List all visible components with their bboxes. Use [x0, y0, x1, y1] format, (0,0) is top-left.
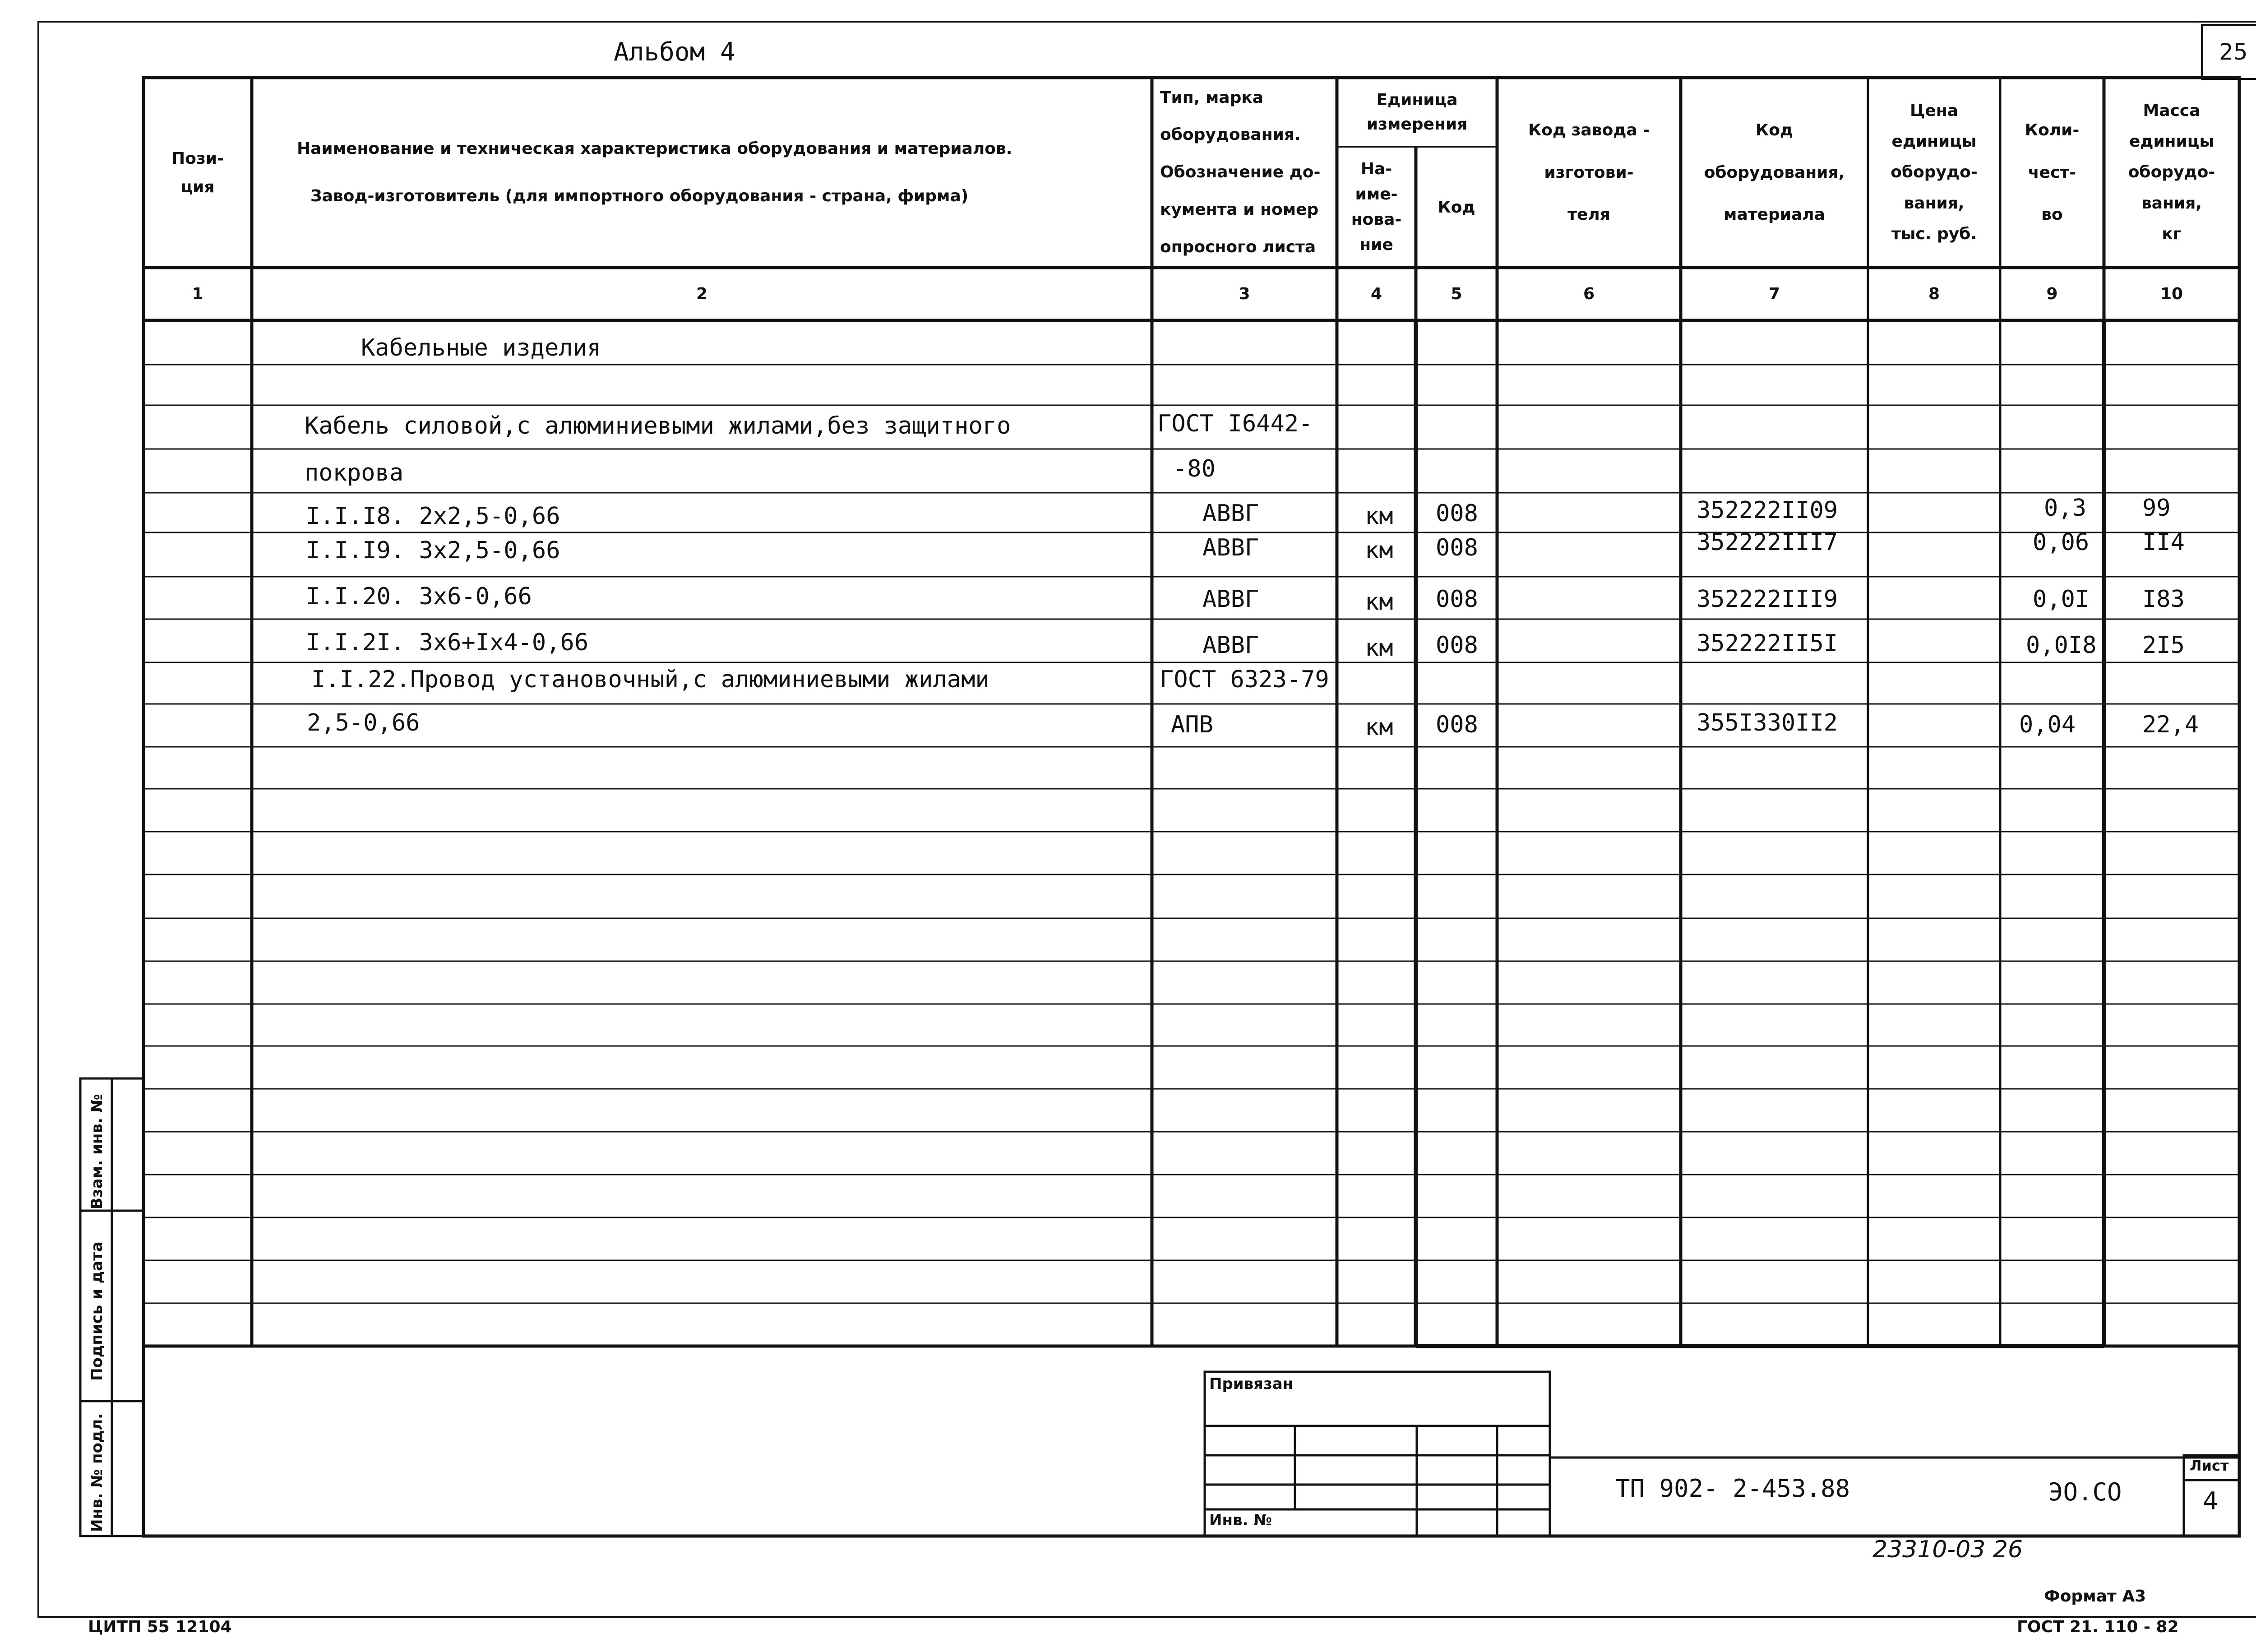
table-row-code: 008 [1436, 586, 1478, 613]
col-number-8: 8 [1928, 285, 1940, 303]
header-factory-code: Код завода - изготови- теля [1528, 121, 1650, 224]
wire-gost: ГОСТ 6323-79 [1160, 666, 1329, 693]
side-label-inv: Инв. № подл. [88, 1413, 106, 1532]
table-row-unit: км [1365, 588, 1393, 615]
handwritten-number: 23310-03 26 [1872, 1536, 2023, 1563]
table-row-qty: 0,0I8 [2026, 632, 2097, 659]
header-position: Пози- ция [171, 149, 224, 196]
privyazan-label: Привязан [1209, 1375, 1294, 1393]
table-row-type: АПВ [1171, 711, 1213, 738]
table-row-unit: км [1365, 634, 1393, 662]
col-number-9: 9 [2046, 285, 2058, 303]
table-row-code: 008 [1436, 534, 1478, 561]
section-code: ЭО.СО [2048, 1478, 2122, 1506]
col-number-7: 7 [1768, 285, 1780, 303]
table-row-material-code: 352222II09 [1697, 497, 1838, 524]
wire-title: I.I.22.Провод установочный,с алюминиевыми жилами [311, 666, 989, 693]
cable-title-line2: покрова [305, 459, 404, 486]
sheet-label: Лист [2190, 1457, 2229, 1474]
col-number-2: 2 [696, 285, 708, 303]
table-row-mass: 2I5 [2142, 632, 2185, 659]
col-number-6: 6 [1583, 285, 1595, 303]
header-unit-group: Единица измерения [1366, 90, 1468, 134]
table-row-name: I.I.I8. 2x2,5-0,66 [306, 503, 560, 530]
table-row-unit: км [1365, 714, 1393, 741]
table-row-name: I.I.2I. 3x6+Ix4-0,66 [306, 629, 589, 656]
header-mass: Масса единицы оборудо- вания, кг [2128, 101, 2215, 244]
table-row-code: 008 [1436, 500, 1478, 527]
table-row-mass: I83 [2142, 586, 2185, 613]
table-row-qty: 0,06 [2033, 529, 2090, 556]
table-row-mass: 22,4 [2142, 711, 2199, 738]
col-number-4: 4 [1370, 285, 1382, 303]
header-name: Наименование и техническая характеристика оборудования и материалов. Завод-изготовитель (для импортного оборудования - страна, фирма) [297, 139, 1012, 205]
side-label-vzam: Взам. инв. № [88, 1094, 106, 1209]
page-number: 25 [2219, 39, 2248, 65]
header-type: Тип, марка оборудования. Обозначение до- кумента и номер опросного листа [1160, 88, 1321, 256]
header-material-code: Код оборудования, материала [1704, 121, 1845, 224]
header-unit-code: Код [1438, 198, 1475, 217]
table-row-material-code: 352222III9 [1697, 586, 1838, 613]
table-row-qty: 0,0I [2033, 586, 2090, 613]
sheet-number: 4 [2203, 1487, 2219, 1515]
table-row-type: АВВГ [1202, 534, 1259, 561]
header-quantity: Коли- чест- во [2025, 121, 2080, 224]
table-row-qty: 0,3 [2044, 495, 2086, 522]
table-row-name: 2,5-0,66 [307, 709, 420, 736]
section-title: Кабельные изделия [361, 334, 601, 361]
table-row-qty: 0,04 [2019, 711, 2076, 738]
table-row-mass: 99 [2142, 495, 2171, 522]
table-row-material-code: 352222III7 [1697, 529, 1838, 556]
table-row-unit: км [1365, 503, 1393, 530]
table-row-name: I.I.I9. 3x2,5-0,66 [306, 537, 560, 564]
col-number-5: 5 [1451, 285, 1462, 303]
table-row-code: 008 [1436, 632, 1478, 659]
table-row-code: 008 [1436, 711, 1478, 738]
cable-gost-line2: -80 [1173, 455, 1216, 482]
gost-footer: ГОСТ 21. 110 - 82 [2017, 1618, 2179, 1636]
table-row-unit: км [1365, 537, 1393, 564]
cable-title-line1: Кабель силовой,с алюминиевыми жилами,без защитного [305, 412, 1011, 440]
album-label: Альбом 4 [614, 37, 735, 67]
document-code: ТП 902- 2-453.88 [1615, 1474, 1850, 1503]
header-price: Цена единицы оборудо- вания, тыс. руб. [1891, 101, 1978, 244]
col-number-3: 3 [1239, 285, 1250, 303]
table-row-type: АВВГ [1202, 500, 1259, 527]
inv-no-label: Инв. № [1209, 1511, 1272, 1529]
table-row-material-code: 355I330II2 [1697, 709, 1838, 736]
format-label: Формат A3 [2044, 1587, 2146, 1606]
table-row-mass: II4 [2142, 529, 2185, 556]
cable-gost-line1: ГОСТ I6442- [1157, 410, 1313, 437]
table-row-type: АВВГ [1202, 586, 1259, 613]
col-number-1: 1 [192, 285, 203, 303]
citp-label: ЦИТП 55 12104 [88, 1618, 232, 1636]
table-row-name: I.I.20. 3x6-0,66 [306, 583, 532, 610]
header-unit-name: На- име- нова- ние [1351, 160, 1402, 254]
side-label-podpis: Подпись и дата [88, 1241, 106, 1381]
col-number-10: 10 [2160, 285, 2183, 303]
table-row-material-code: 352222II5I [1697, 630, 1838, 657]
table-row-type: АВВГ [1202, 632, 1259, 659]
